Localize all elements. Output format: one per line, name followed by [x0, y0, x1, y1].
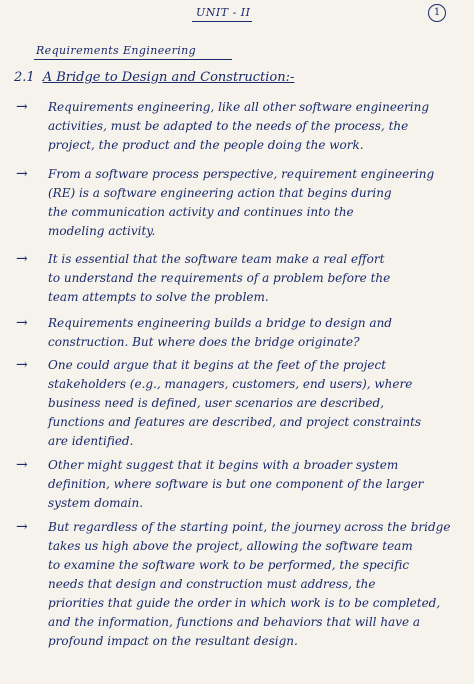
bullet-line: One could argue that it begins at the feet of the project	[48, 358, 387, 372]
unit-title: UNIT - II	[196, 6, 251, 19]
bullet-6	[18, 456, 458, 513]
arrow-icon: →	[16, 457, 28, 473]
bullet-line: business need is defined, user scenarios are described,	[48, 396, 385, 410]
bullet-line: system domain.	[48, 496, 144, 510]
bullet-4	[18, 314, 458, 352]
bullet-line: are identified.	[48, 434, 134, 448]
bullet-line: team attempts to solve the problem.	[48, 290, 269, 304]
bullet-line: (RE) is a software engineering action that begins during	[48, 186, 392, 200]
arrow-icon: →	[16, 315, 28, 331]
bullet-line: But regardless of the starting point, the journey across the bridge	[48, 520, 451, 534]
bullet-line: definition, where software is but one component of the larger	[48, 477, 424, 491]
bullet-line: stakeholders (e.g., managers, customers, end users), where	[48, 377, 413, 391]
bullet-line: to examine the software work to be performed, the specific	[48, 558, 410, 572]
bullet-line: Requirements engineering builds a bridge to design and	[48, 316, 392, 330]
bullet-7	[18, 518, 458, 651]
bullet-line: Other might suggest that it begins with a broader system	[48, 458, 399, 472]
heading-underline	[34, 59, 232, 60]
section-heading	[14, 70, 294, 85]
section-title: A Bridge to Design and Construction:-	[42, 70, 295, 85]
arrow-icon: →	[16, 166, 28, 182]
bullet-line: It is essential that the software team make a real effort	[48, 252, 385, 266]
bullet-line: and the information, functions and behaviors that will have a	[48, 615, 421, 629]
page-number: 1	[428, 4, 446, 22]
bullet-line: to understand the requirements of a problem before the	[48, 271, 391, 285]
bullet-5	[18, 356, 458, 451]
bullet-2	[18, 165, 458, 241]
bullet-line: modeling activity.	[48, 224, 156, 238]
page-heading: Requirements Engineering	[36, 44, 197, 57]
bullet-line: activities, must be adapted to the needs of the process, the	[48, 119, 409, 133]
bullet-line: takes us high above the project, allowing the software team	[48, 539, 413, 553]
bullet-line: profound impact on the resultant design.	[48, 634, 298, 648]
bullet-line: functions and features are described, and project constraints	[48, 415, 422, 429]
bullet-line: Requirements engineering, like all other software engineering	[48, 100, 430, 114]
bullet-line: project, the product and the people doing the work.	[48, 138, 364, 152]
bullet-1	[18, 98, 458, 155]
bullet-line: From a software process perspective, requirement engineering	[48, 167, 435, 181]
section-number: 2.1	[14, 70, 35, 85]
bullet-line: priorities that guide the order in which work is to be completed,	[48, 596, 441, 610]
bullet-line: construction. But where does the bridge originate?	[48, 335, 360, 349]
bullet-line: needs that design and construction must address, the	[48, 577, 376, 591]
arrow-icon: →	[16, 357, 28, 373]
unit-underline	[192, 21, 252, 22]
arrow-icon: →	[16, 251, 28, 267]
arrow-icon: →	[16, 519, 28, 535]
bullet-3	[18, 250, 458, 307]
bullet-line: the communication activity and continues into the	[48, 205, 354, 219]
arrow-icon: →	[16, 99, 28, 115]
